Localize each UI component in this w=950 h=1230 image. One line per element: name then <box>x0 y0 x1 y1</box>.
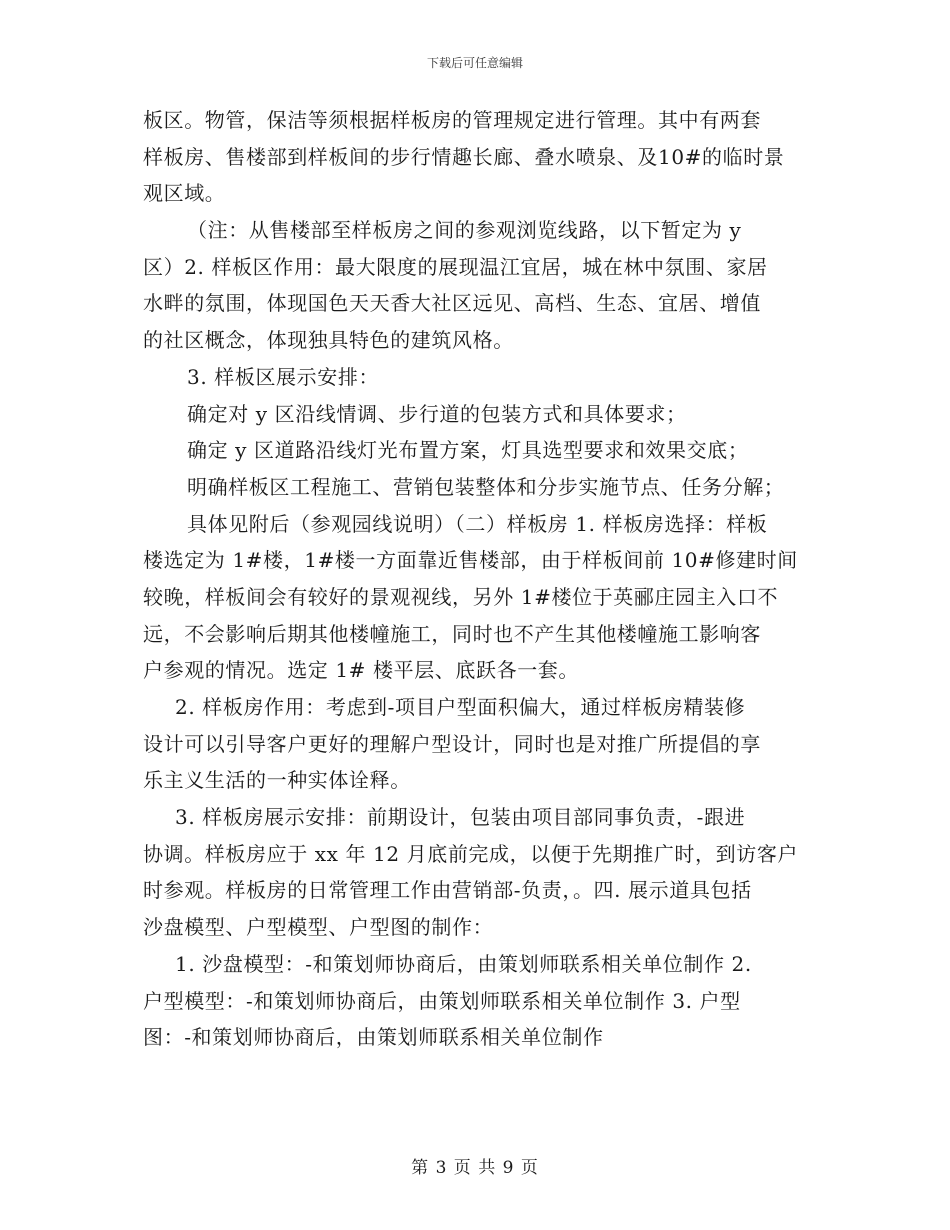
document-body <box>143 102 813 1056</box>
text-line: 确定对 y 区沿线情调、步行道的包装方式和具体要求； <box>187 401 687 426</box>
text-line: 确定 y 区道路沿线灯光布置方案，灯具选型要求和效果交底； <box>187 438 749 463</box>
text-line: 明确样板区工程施工、营销包装整体和分步实施节点、任务分解； <box>187 474 785 499</box>
text-line: 具体见附后（参观园线说明）（二）样板房 1. 样板房选择：样板 <box>187 511 768 536</box>
text-line: 板区。物管，保洁等须根据样板房的管理规定进行管理。其中有两套 <box>143 108 761 132</box>
text-line: （注：从售楼部至样板房之间的参观浏览线路，以下暂定为 y <box>187 218 742 243</box>
text-line: 户参观的情况。选定 1# 楼平层、底跃各一套。 <box>143 658 579 683</box>
page-header: 下载后可任意编辑 <box>426 56 523 70</box>
text-line: 设计可以引导客户更好的理解户型设计，同时也是对推广所提倡的享 <box>143 731 761 756</box>
text-line: 协调。样板房应于 xx 年 12 月底前完成，以便于先期推广时，到访客户 <box>143 841 799 866</box>
text-line: 3. 样板区展示安排： <box>187 364 380 389</box>
text-line: 2. 样板房作用：考虑到-项目户型面积偏大，通过样板房精装修 <box>175 695 746 719</box>
text-line: 的社区概念，体现独具特色的建筑风格。 <box>143 328 514 353</box>
page-footer: 第 3 页 共 9 页 <box>411 1158 539 1178</box>
text-line: 图：-和策划师协商后，由策划师联系相关单位制作 <box>143 1025 604 1050</box>
text-line: 户型模型：-和策划师协商后，由策划师联系相关单位制作 3. 户型 <box>143 988 741 1013</box>
text-line: 远，不会影响后期其他楼幢施工，同时也不产生其他楼幢施工影响客 <box>143 621 761 646</box>
text-line: 沙盘模型、户型模型、户型图的制作： <box>143 915 494 940</box>
text-line: 乐主义生活的一种实体诠释。 <box>143 768 411 793</box>
text-line: 3. 样板房展示安排：前期设计，包装由项目部同事负责，-跟进 <box>175 805 746 830</box>
text-line: 较晚，样板间会有较好的景观视线，另外 1#楼位于英郦庄园主入口不 <box>143 584 779 609</box>
text-line: 楼选定为 1#楼，1#楼一方面靠近售楼部，由于样板间前 10#修建时间 <box>143 548 798 573</box>
text-line: 样板房、售楼部到样板间的步行情趣长廊、叠水喷泉、及10#的临时景 <box>143 144 785 169</box>
text-line: 1. 沙盘模型：-和策划师协商后，由策划师联系相关单位制作 2. <box>175 951 752 976</box>
text-line: 时参观。样板房的日常管理工作由营销部-负责，。四. 展示道具包括 <box>143 878 752 903</box>
text-line: 水畔的氛围，体现国色天天香大社区远见、高档、生态、宜居、增值 <box>143 291 761 316</box>
text-line: 观区域。 <box>143 181 226 206</box>
text-line: 区）2. 样板区作用：最大限度的展现温江宜居，城在林中氛围、家居 <box>143 254 768 279</box>
